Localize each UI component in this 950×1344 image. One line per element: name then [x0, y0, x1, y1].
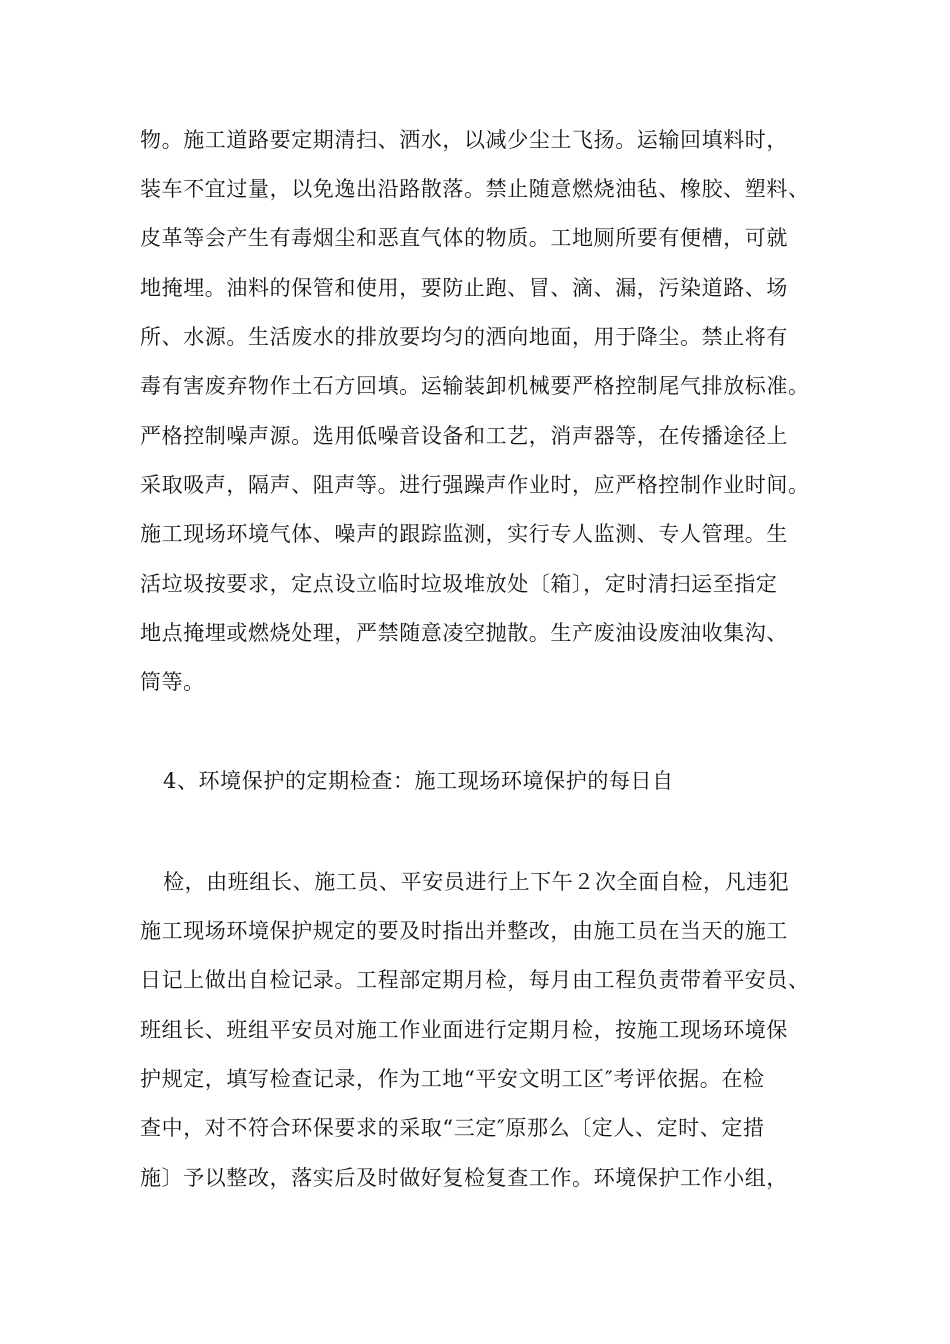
paragraph-1-line-5: 所、水源。生活废水的排放要均匀的洒向地面，用于降尘。禁止将有	[140, 325, 788, 349]
paragraph-1-line-11: 地点掩埋或燃烧处理，严禁随意凌空抛散。生产废油设废油收集沟、	[140, 621, 788, 645]
paragraph-2-line-6: 查中，对不符合环保要求的采取“三定″原那么〔定人、定时、定措	[140, 1116, 765, 1140]
paragraph-2-line-4: 班组长、班组平安员对施工作业面进行定期月检，按施工现场环境保	[140, 1018, 788, 1042]
paragraph-1-line-9: 施工现场环境气体、噪声的跟踪监测，实行专人监测、专人管理。生	[140, 522, 788, 546]
paragraph-1-line-4: 地掩埋。油料的保管和使用，要防止跑、冒、滴、漏，污染道路、场	[140, 276, 788, 300]
paragraph-2-line-1: 检，由班组长、施工员、平安员进行上下午２次全面自检，凡违犯	[163, 870, 790, 894]
paragraph-2-line-5: 护规定，填写检查记录，作为工地“平安文明工区″考评依据。在检	[140, 1067, 765, 1091]
paragraph-1-line-2: 装车不宜过量，以免逸出沿路散落。禁止随意燃烧油毡、橡胶、塑料、	[140, 177, 810, 201]
paragraph-1-line-3: 皮革等会产生有毒烟尘和恶直气体的物质。工地厕所要有便槽，可就	[140, 226, 788, 250]
paragraph-1-line-12: 筒等。	[140, 670, 205, 694]
paragraph-1-line-6: 毒有害废弃物作土石方回填。运输装卸机械要严格控制尾气排放标准。	[140, 374, 810, 398]
paragraph-1-line-7: 严格控制噪声源。选用低噪音设备和工艺，消声器等，在传播途径上	[140, 424, 788, 448]
paragraph-1-line-1: 物。施工道路要定期清扫、洒水，以减少尘土飞扬。运输回填料时，	[140, 128, 788, 152]
paragraph-1-line-10: 活垃圾按要求，定点设立临时垃圾堆放处〔箱〕，定时清扫运至指定	[140, 572, 778, 596]
paragraph-2-line-3: 日记上做出自检记录。工程部定期月检，每月由工程负责带着平安员、	[140, 968, 810, 992]
paragraph-2-line-7: 施〕予以整改，落实后及时做好复检复查工作。环境保护工作小组，	[140, 1166, 788, 1190]
section-heading: 4、环境保护的定期检查：施工现场环境保护的每日自	[163, 769, 674, 793]
paragraph-1-line-8: 采取吸声，隔声、阻声等。进行强躁声作业时，应严格控制作业时间。	[140, 473, 810, 497]
paragraph-2-line-2: 施工现场环境保护规定的要及时指出并整改，由施工员在当天的施工	[140, 919, 788, 943]
